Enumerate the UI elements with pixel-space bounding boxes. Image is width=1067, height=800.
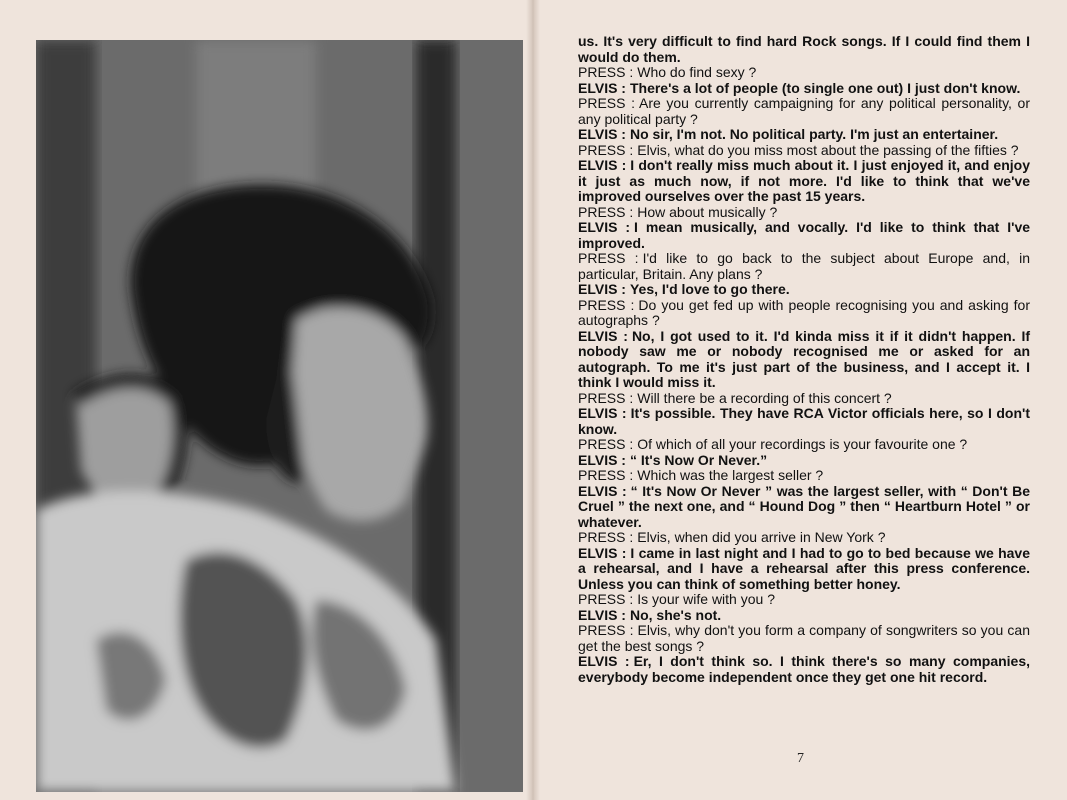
speaker-label: ELVIS : bbox=[578, 405, 627, 421]
speaker-label: ELVIS : bbox=[578, 653, 630, 669]
book-gutter bbox=[526, 0, 540, 800]
speaker-label: ELVIS : bbox=[578, 79, 626, 96]
dialogue-text: Will there be a recording of this concert ? bbox=[637, 389, 892, 406]
press-line bbox=[578, 205, 1030, 221]
interview-text bbox=[578, 34, 1030, 685]
dialogue-text: No, I got used to it. I'd kinda miss it if it didn't happen. If nobody saw me or nobody recognised me or asked for an autograph. To me it's just part of the business, and I accept it. I think I would miss it. bbox=[578, 327, 1031, 390]
dialogue-text: No, she's not. bbox=[629, 606, 722, 623]
dialogue-text: Is your wife with you ? bbox=[637, 591, 775, 607]
speaker-label: ELVIS : bbox=[578, 544, 627, 561]
elvis-line bbox=[578, 453, 1030, 469]
dialogue-text: I mean musically, and vocally. I'd like to think that I've improved. bbox=[578, 219, 1031, 251]
elvis-line bbox=[578, 484, 1030, 531]
opening-paragraph: us. It's very difficult to find hard Rock songs. If I could find them I would do them. bbox=[578, 33, 1030, 65]
dialogue-text: Elvis, when did you arrive in New York ? bbox=[637, 529, 886, 545]
elvis-line bbox=[578, 654, 1030, 685]
elvis-line bbox=[578, 220, 1030, 251]
speaker-label: PRESS : bbox=[578, 389, 634, 406]
dialogue-text: Are you currently campaigning for any political personality, or any political party ? bbox=[578, 95, 1030, 127]
dialogue-text: How about musically ? bbox=[637, 203, 778, 220]
speaker-label: ELVIS : bbox=[578, 482, 627, 499]
speaker-label: PRESS : bbox=[578, 467, 634, 483]
speaker-label: PRESS : bbox=[578, 622, 634, 638]
speaker-label: PRESS : bbox=[578, 95, 635, 111]
elvis-line bbox=[578, 158, 1030, 205]
speaker-label: ELVIS : bbox=[578, 126, 626, 142]
elvis-line bbox=[578, 329, 1030, 391]
speaker-label: ELVIS : bbox=[578, 281, 626, 297]
dialogue-text: Elvis, what do you miss most about the passing of the fifties ? bbox=[637, 141, 1019, 158]
dialogue-text: Yes, I'd love to go there. bbox=[629, 281, 790, 297]
elvis-line bbox=[578, 282, 1030, 298]
speaker-label: ELVIS : bbox=[578, 327, 628, 344]
left-page bbox=[0, 0, 533, 800]
dialogue-text: Which was the largest seller ? bbox=[637, 467, 824, 483]
dialogue-text: I don't really miss much about it. I just enjoyed it, and enjoy it just as much now, if not more. I'd like to think that we've improved ourselves over the past 15 years. bbox=[578, 157, 1030, 204]
dialogue-text: It's possible. They have RCA Victor officials here, so I don't know. bbox=[578, 405, 1031, 437]
portrait-photo bbox=[36, 40, 523, 792]
press-line bbox=[578, 530, 1030, 546]
right-page bbox=[540, 0, 1067, 800]
dialogue-text: Do you get fed up with people recognising you and asking for autographs ? bbox=[578, 296, 1030, 328]
elvis-line bbox=[578, 406, 1030, 437]
portrait-image bbox=[36, 40, 523, 792]
dialogue-text: “ It's Now Or Never ” was the largest seller, with “ Don't Be Cruel ” the next one, and “ Hound Dog ” then “ Heartburn Hotel ” or whatever. bbox=[578, 482, 1030, 530]
elvis-line bbox=[578, 546, 1030, 593]
press-line bbox=[578, 143, 1030, 159]
speaker-label: ELVIS : bbox=[578, 606, 626, 623]
press-line bbox=[578, 623, 1030, 654]
dialogue-list bbox=[578, 65, 1030, 685]
speaker-label: PRESS : bbox=[578, 141, 634, 158]
speaker-label: PRESS : bbox=[578, 203, 634, 220]
page-number: 7 bbox=[797, 751, 804, 766]
press-line bbox=[578, 298, 1030, 329]
dialogue-text: Of which of all your recordings is your favourite one ? bbox=[637, 436, 968, 452]
elvis-line bbox=[578, 127, 1030, 143]
dialogue-text: I'd like to go back to the subject about Europe and, in particular, Britain. Any plans ? bbox=[578, 250, 1030, 282]
speaker-label: ELVIS : bbox=[578, 451, 626, 468]
dialogue-text: “ It's Now Or Never.” bbox=[629, 451, 768, 468]
dialogue-text: Elvis, why don't you form a company of songwriters so you can get the best songs ? bbox=[578, 622, 1030, 654]
press-line bbox=[578, 468, 1030, 484]
speaker-label: PRESS : bbox=[578, 296, 635, 313]
press-line bbox=[578, 251, 1030, 282]
elvis-line bbox=[578, 608, 1030, 624]
dialogue-text: I came in last night and I had to go to bed because we have a rehearsal, and I have a rehearsal after this press conference. Unless you can think of something better honey. bbox=[578, 544, 1031, 592]
press-line bbox=[578, 65, 1030, 81]
elvis-line bbox=[578, 81, 1030, 97]
speaker-label: PRESS : bbox=[578, 591, 634, 607]
dialogue-text: Er, I don't think so. I think there's so many companies, everybody become independent once they get one hit record. bbox=[578, 653, 1031, 685]
dialogue-text: No sir, I'm not. No political party. I'm just an entertainer. bbox=[629, 126, 999, 142]
press-line bbox=[578, 96, 1030, 127]
press-line bbox=[578, 391, 1030, 407]
dialogue-text: There's a lot of people (to single one out) I just don't know. bbox=[629, 79, 1021, 96]
speaker-label: ELVIS : bbox=[578, 219, 631, 235]
press-line bbox=[578, 592, 1030, 608]
speaker-label: PRESS : bbox=[578, 529, 634, 545]
dialogue-text: Who do find sexy ? bbox=[637, 64, 757, 80]
press-line bbox=[578, 437, 1030, 453]
speaker-label: PRESS : bbox=[578, 436, 634, 452]
speaker-label: PRESS : bbox=[578, 64, 634, 80]
speaker-label: PRESS : bbox=[578, 250, 639, 266]
speaker-label: ELVIS : bbox=[578, 157, 627, 173]
